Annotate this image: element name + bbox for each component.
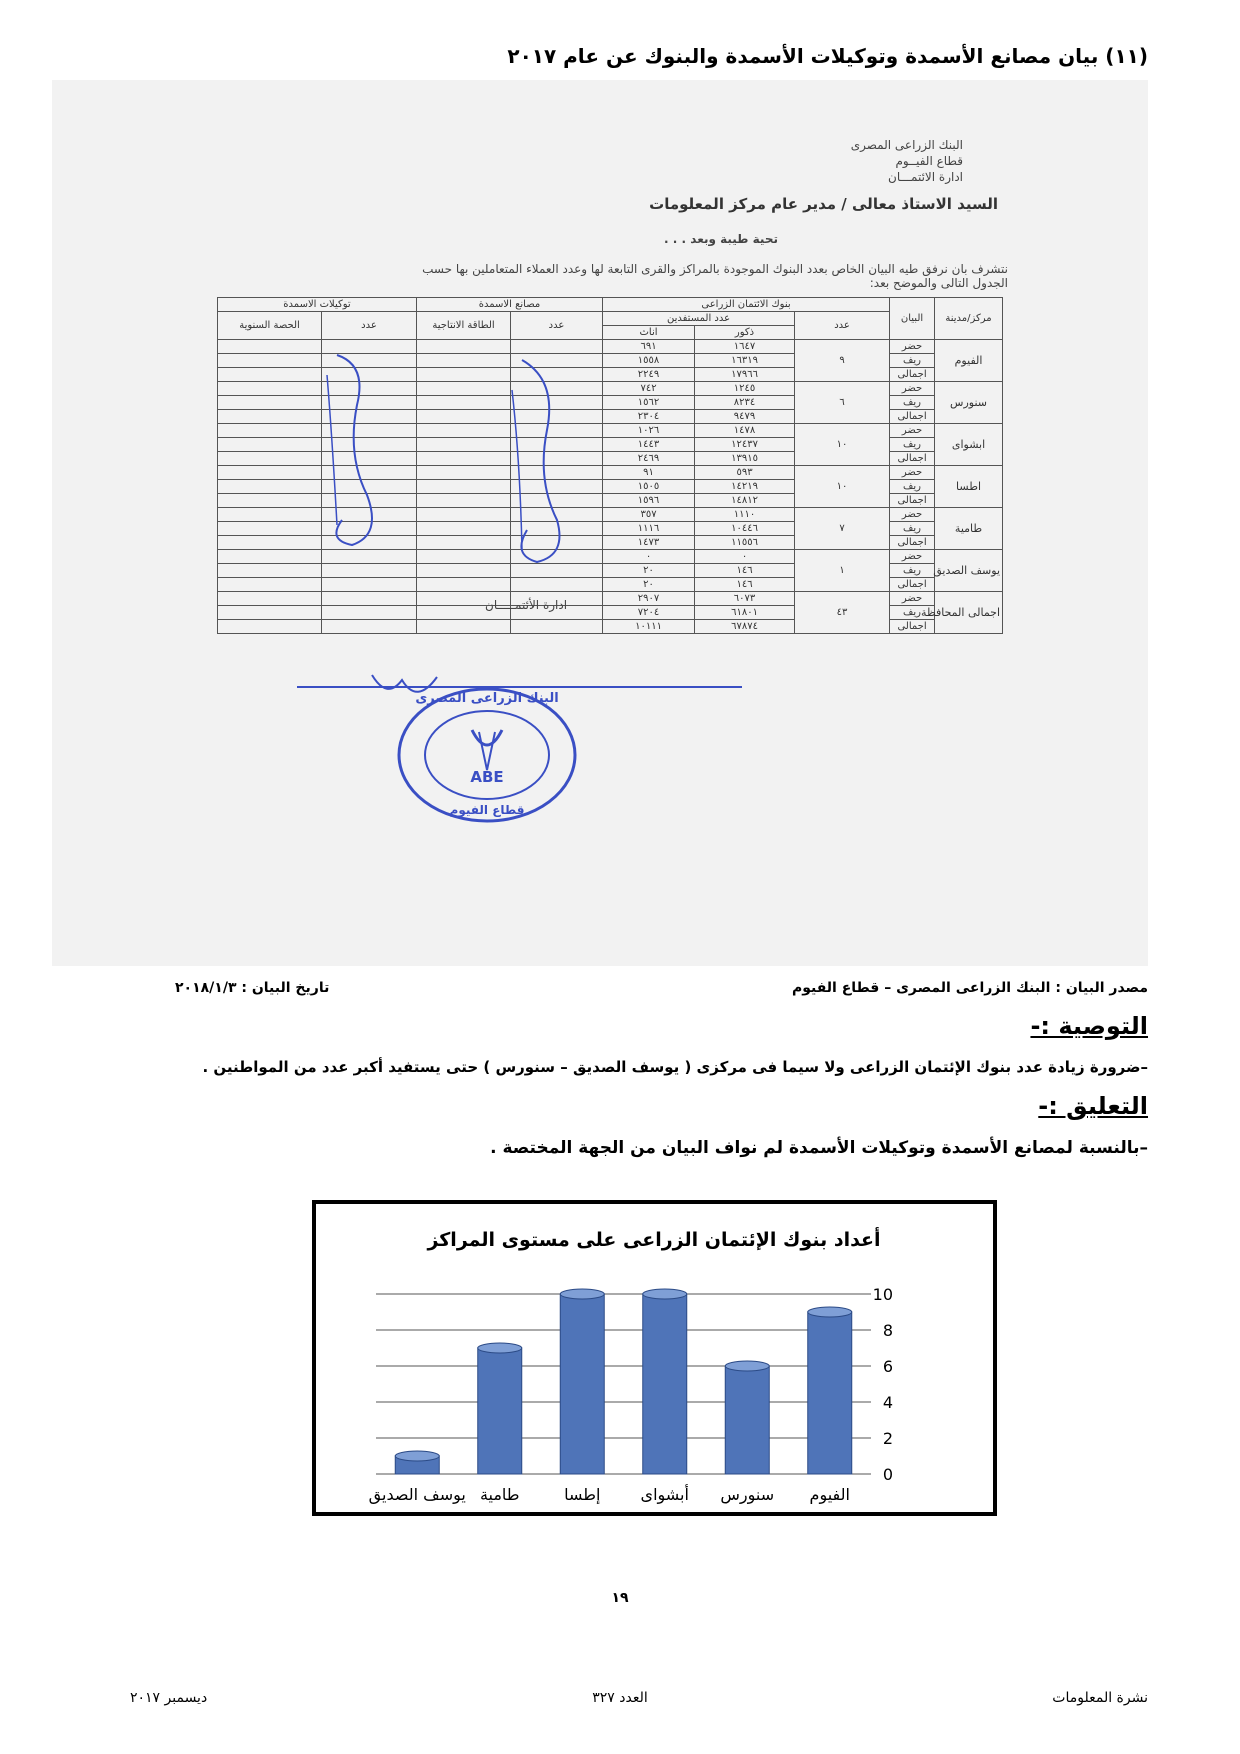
bar [725,1366,769,1474]
y-tick-label: 6 [882,1357,893,1376]
cell-empty [218,550,322,564]
cell-females: ٢٣٠٤ [603,410,695,424]
cell-kind: ريف [890,438,935,452]
footer-publication: نشرة المعلومات [1052,1690,1148,1706]
footer-month: ديسمبر ٢٠١٧ [130,1690,208,1706]
cell-center: اجمالى المحافظة [935,592,1003,634]
cell-empty [218,508,322,522]
cell-females: ١٤٤٣ [603,438,695,452]
cell-females: ٢٩٠٧ [603,592,695,606]
cell-males: ١٤٦ [695,564,795,578]
cell-empty [218,382,322,396]
cell-females: ٢٢٤٩ [603,368,695,382]
header-agencies: توكيلات الاسمدة [218,298,417,312]
y-tick-label: 10 [872,1285,893,1304]
cell-empty [218,494,322,508]
cell-kind: اجمالى [890,368,935,382]
bar [808,1312,852,1474]
cell-females: ١٥٦٢ [603,396,695,410]
cell-males: ٥٩٣ [695,466,795,480]
cell-males: ٠ [695,550,795,564]
y-tick-label: 2 [882,1429,893,1448]
cell-males: ١٦٤٧ [695,340,795,354]
cell-center: سنورس [935,382,1003,424]
cell-males: ٨٢٣٤ [695,396,795,410]
cell-empty [218,452,322,466]
cell-males: ١٢٤٥ [695,382,795,396]
cell-bank-count: ٧ [795,508,890,550]
x-category-label: طامية [479,1485,520,1504]
bank-count-chart [312,1200,997,1516]
cell-females: ٠ [603,550,695,564]
header-center: مركز/مدينة [935,298,1003,340]
cell-females: ٢٠ [603,564,695,578]
y-tick-label: 4 [882,1393,893,1412]
bar [643,1294,687,1474]
cell-kind: ريف [890,396,935,410]
cell-empty [511,620,603,634]
handwritten-mark [492,350,582,570]
header-factories-count: عدد [511,312,603,340]
cell-empty [218,424,322,438]
cell-empty [417,578,511,592]
table-row [218,592,1003,606]
cell-center: اطسا [935,466,1003,508]
cell-empty [322,620,417,634]
stamp-logo: ABE [470,768,504,786]
cell-empty [511,578,603,592]
page-title: (١١) بيان مصانع الأسمدة وتوكيلات الأسمدة والبنوك عن عام ٢٠١٧ [507,44,1148,68]
footer-issue: العدد ٣٢٧ [592,1690,648,1706]
x-category-label: الفيوم [809,1485,850,1504]
cell-males: ١٢٤٣٧ [695,438,795,452]
cell-center: ابشواى [935,424,1003,466]
cell-males: ١١١٠ [695,508,795,522]
cell-kind: حضر [890,340,935,354]
cell-females: ١٠١١١ [603,620,695,634]
cell-females: ١٠٢٦ [603,424,695,438]
cell-kind: ريف [890,480,935,494]
cell-kind: ريف [890,564,935,578]
cell-kind: اجمالى [890,620,935,634]
cell-males: ١٤٢١٩ [695,480,795,494]
cell-males: ١٤٦ [695,578,795,592]
header-beneficiaries: عدد المستفدين [603,312,795,326]
cell-females: ٢٤٦٩ [603,452,695,466]
bar-cap [643,1289,687,1299]
stamp-sub: قطاع الفيوم [449,803,525,817]
letter-org-line: ادارة الائتمـــان [888,170,963,184]
cell-center: طامية [935,508,1003,550]
letter-body-line: الجدول التالى والموضح بعد: [869,276,1008,290]
cell-empty [218,396,322,410]
cell-empty [218,354,322,368]
header-data: البيان [890,298,935,340]
header-agencies-count: عدد [322,312,417,340]
cell-kind: حضر [890,508,935,522]
cell-kind: حضر [890,592,935,606]
cell-females: ٧٤٢ [603,382,695,396]
cell-empty [218,606,322,620]
cell-females: ٦٩١ [603,340,695,354]
header-banks-count: عدد [795,312,890,340]
cell-females: ٩١ [603,466,695,480]
cell-empty [218,536,322,550]
cell-males: ١٧٩٦٦ [695,368,795,382]
data-source: مصدر البيان : البنك الزراعى المصرى – قطاع الفيوم [791,980,1148,996]
recommendation-text: –ضرورة زيادة عدد بنوك الإئتمان الزراعى ولا سيما فى مركزى ( يوسف الصديق – سنورس ) حتى يستفيد أكبر عدد من المواطنين . [202,1058,1148,1076]
header-factories: مصانع الاسمدة [417,298,603,312]
cell-kind: اجمالى [890,536,935,550]
cell-bank-count: ١٠ [795,424,890,466]
signature-line [292,665,752,725]
cell-empty [218,564,322,578]
comment-heading: التعليق :- [1038,1092,1148,1120]
cell-females: ١٥٩٦ [603,494,695,508]
cell-kind: اجمالى [890,452,935,466]
cell-kind: اجمالى [890,410,935,424]
bar-cap [560,1289,604,1299]
cell-females: ١٥٠٥ [603,480,695,494]
cell-kind: حضر [890,424,935,438]
stamp-text: البنك الزراعى المصرى [415,691,559,706]
comment-text: –بالنسبة لمصانع الأسمدة وتوكيلات الأسمدة لم نواف البيان من الجهة المختصة . [490,1138,1148,1158]
bar [560,1294,604,1474]
letter-greeting: تحية طيبة وبعد . . . [664,232,778,246]
cell-empty [218,522,322,536]
cell-males: ١٦٣١٩ [695,354,795,368]
cell-females: ٧٢٠٤ [603,606,695,620]
cell-males: ١٤٧٨ [695,424,795,438]
cell-males: ١٤٨١٢ [695,494,795,508]
cell-empty [218,466,322,480]
signature-dept: ادارة الأئتمـــــان [485,598,568,612]
cell-center: الفيوم [935,340,1003,382]
cell-males: ٩٤٧٩ [695,410,795,424]
header-females: اناث [603,326,695,340]
cell-bank-count: ٩ [795,340,890,382]
cell-empty [218,480,322,494]
cell-empty [218,620,322,634]
cell-males: ٦١٨٠١ [695,606,795,620]
cell-kind: اجمالى [890,494,935,508]
cell-females: ٣٥٧ [603,508,695,522]
recommendation-heading: التوصية :- [1030,1012,1148,1040]
cell-kind: ريف [890,522,935,536]
x-category-label: يوسف الصديق [368,1485,466,1504]
cell-bank-count: ٤٣ [795,592,890,634]
cell-empty [218,438,322,452]
cell-empty [322,578,417,592]
bar-cap [478,1343,522,1353]
x-category-label: سنورس [720,1485,775,1504]
handwritten-mark [307,345,397,560]
letter-org-line: البنك الزراعى المصرى [850,138,963,152]
cell-empty [218,410,322,424]
page-number: ١٩ [611,1590,629,1606]
cell-empty [417,620,511,634]
letter-addressee: السيد الاستاذ معالى / مدير عام مركز المعلومات [649,195,998,213]
cell-females: ١٤٧٣ [603,536,695,550]
cell-males: ١٣٩١٥ [695,452,795,466]
cell-kind: حضر [890,466,935,480]
x-category-label: أبشواى [640,1485,689,1504]
cell-males: ٦٠٧٣ [695,592,795,606]
letter-org-line: قطاع الفيــوم [895,154,963,168]
bar-cap [395,1451,439,1461]
header-males: ذكور [695,326,795,340]
cell-females: ٢٠ [603,578,695,592]
cell-kind: ريف [890,354,935,368]
data-date: تاريخ البيان : ٢٠١٨/١/٣ [175,980,330,996]
bar-cap [725,1361,769,1371]
cell-males: ٦٧٨٧٤ [695,620,795,634]
header-banks: بنوك الائتمان الزراعى [603,298,890,312]
cell-females: ١٥٥٨ [603,354,695,368]
cell-empty [218,368,322,382]
cell-empty [218,340,322,354]
cell-kind: ريف [890,606,935,620]
chart-title: أعداد بنوك الإئتمان الزراعى على مستوى المراكز [427,1229,881,1251]
cell-bank-count: ١ [795,550,890,592]
cell-males: ١١٥٥٦ [695,536,795,550]
cell-bank-count: ٦ [795,382,890,424]
cell-empty [322,606,417,620]
cell-center: يوسف الصديق [935,550,1003,592]
bar [478,1348,522,1474]
cell-empty [218,578,322,592]
cell-kind: حضر [890,382,935,396]
cell-kind: اجمالى [890,578,935,592]
header-annual-share: الحصة السنوية [218,312,322,340]
cell-females: ١١١٦ [603,522,695,536]
letter-body-line: نتشرف بان نرفق طيه البيان الخاص بعدد البنوك الموجودة بالمراكز والقرى التابعة لها وعدد العملاء المتعاملين بها حسب [422,262,1008,276]
scanned-letter [52,80,1148,966]
cell-kind: حضر [890,550,935,564]
cell-males: ١٠٤٤٦ [695,522,795,536]
cell-empty [322,592,417,606]
header-capacity: الطاقة الانتاجية [417,312,511,340]
x-category-label: إطسا [564,1485,601,1504]
chart-canvas [316,1204,993,1512]
cell-empty [218,592,322,606]
cell-bank-count: ١٠ [795,466,890,508]
bar-cap [808,1307,852,1317]
cell-empty [322,564,417,578]
y-tick-label: 0 [882,1465,893,1484]
y-tick-label: 8 [882,1321,893,1340]
